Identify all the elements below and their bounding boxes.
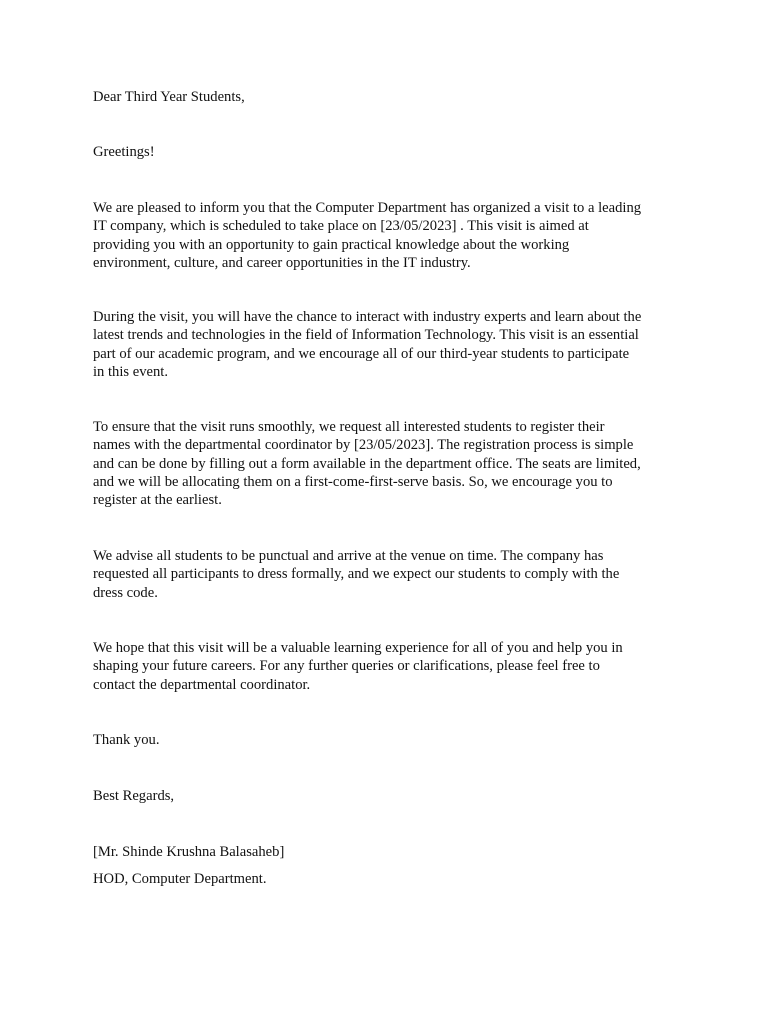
sender-title: HOD, Computer Department. [93,871,267,887]
paragraph-dress-code: We advise all students to be punctual and arrive at the venue on time. The company has requested all participants to dress formally, and we expect our students to comply with the dress code. [93,548,620,601]
paragraph-registration: To ensure that the visit runs smoothly, we request all interested students to register their names with the departmental coordinator by [23/05/2023]. The registration process is simple and can be done by filling out a form available in the department office. The seats are limited, and we will be allocating them on a first-come-first-serve basis. So, we encourage you to register at the earliest. [93,419,641,509]
greeting: Greetings! [93,144,155,160]
paragraph-closing-remarks: We hope that this visit will be a valuable learning experience for all of you and help you in shaping your future careers. For any further queries or clarifications, please feel free to contact the departmental coordinator. [93,640,623,693]
paragraph-visit-announcement: We are pleased to inform you that the Computer Department has organized a visit to a leading IT company, which is scheduled to take place on [23/05/2023] . This visit is aimed at providing you with an opportunity to gain practical knowledge about the working environment, culture, and career opportunities in the IT industry. [93,200,642,271]
salutation: Dear Third Year Students, [93,89,245,105]
thanks-line: Thank you. [93,732,160,748]
sender-name: [Mr. Shinde Krushna Balasaheb] [93,844,285,860]
paragraph-visit-details: During the visit, you will have the chance to interact with industry experts and learn about the latest trends and technologies in the field of Information Technology. This visit is an essential part of our academic program, and we encourage all of our third-year students to participate in this event. [93,309,642,380]
closing-line: Best Regards, [93,788,175,804]
